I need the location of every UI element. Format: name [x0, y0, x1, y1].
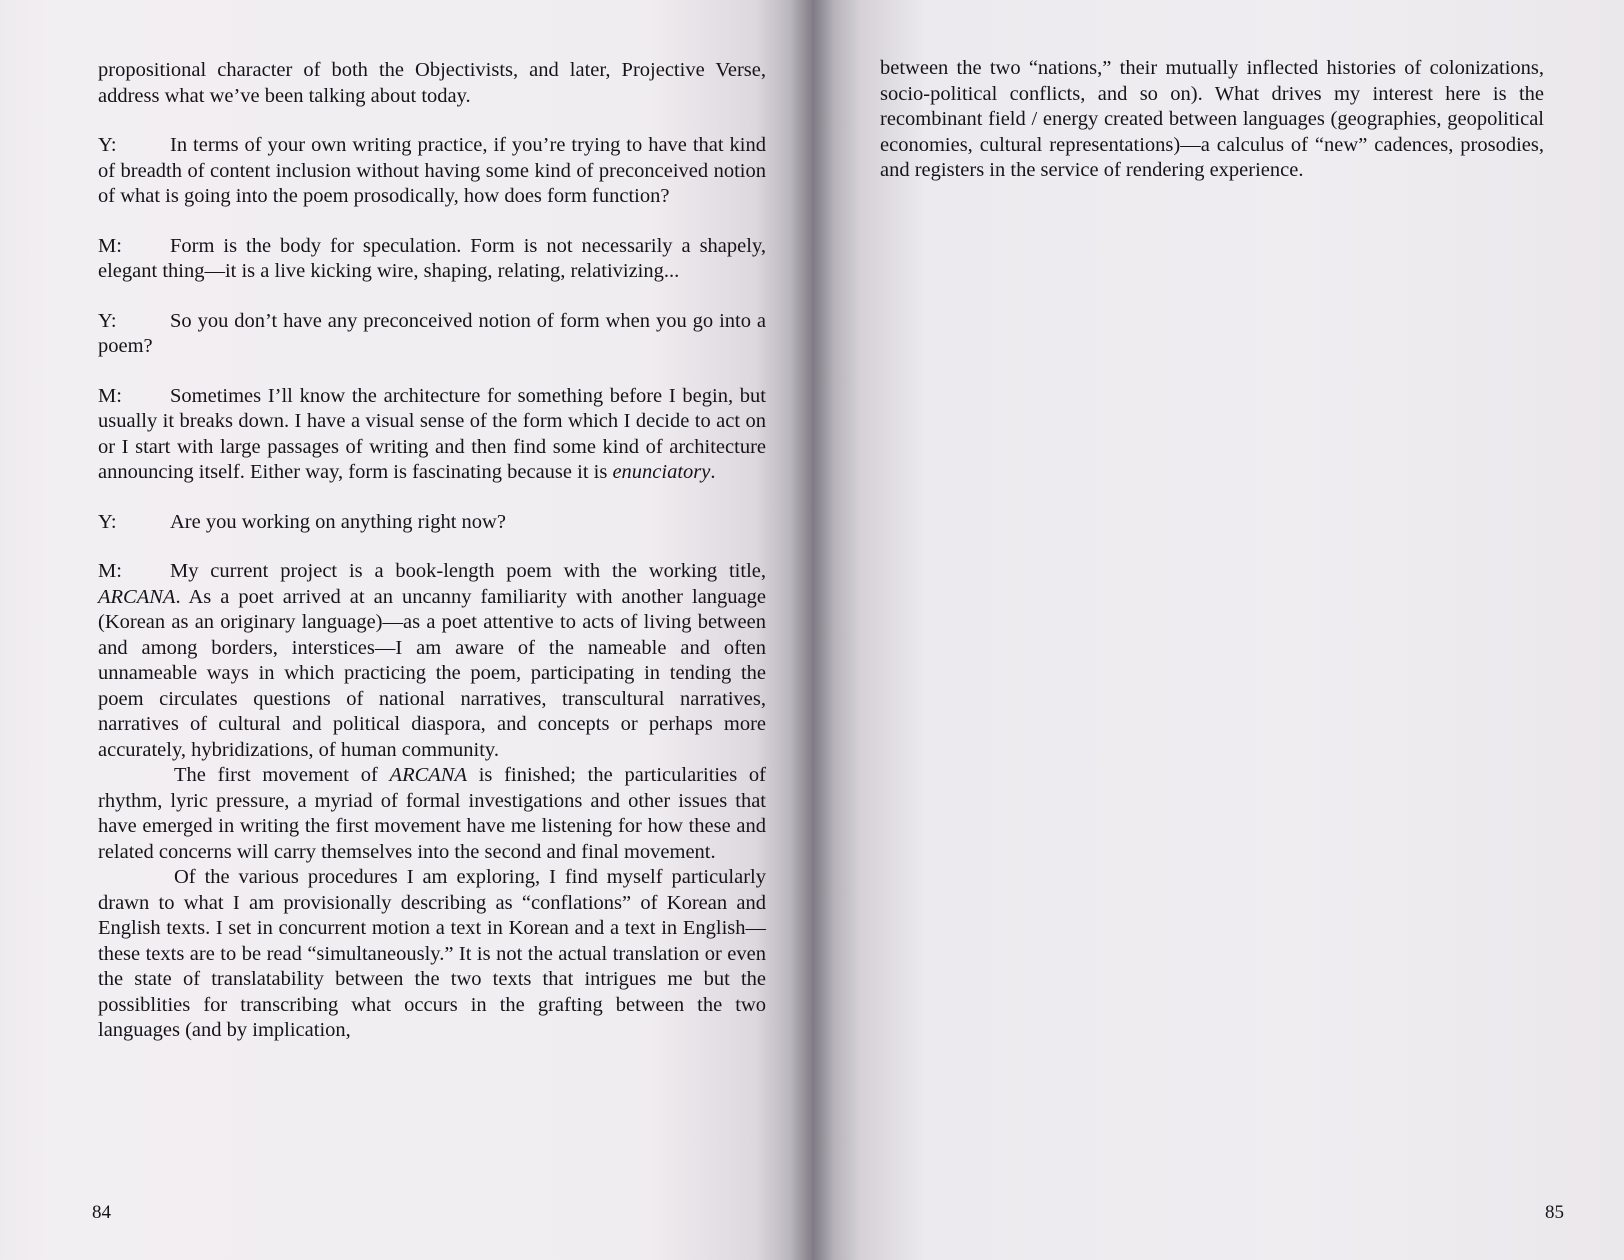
paragraph-text-end: .	[710, 461, 716, 483]
dialogue-paragraph	[98, 133, 766, 210]
page-number: 84	[92, 1202, 111, 1223]
speaker-label: Y:	[98, 134, 117, 156]
speaker-label: Y:	[98, 510, 117, 533]
paragraph-text: Form is the body for speculation. Form is not necessarily a shapely, elegant thing—it is a live kicking wire, shaping, relating, relativizing...	[98, 234, 766, 282]
paragraph-text-end: . As a poet arrived at an uncanny familiarity with another language (Korean as an originary language)—as a poet attentive to acts of living between and among borders, interstices—I am aware of the nameable and often unnameable ways in which practicing the poem, participating in tending the poem circulates questions of national narratives, transcultural narratives, narratives of cultural and political diaspora, and concepts or perhaps more accurately, hybridizations, of human community.	[98, 585, 766, 761]
paragraph-text: Are you working on anything right now?	[170, 510, 506, 533]
dialogue-paragraph	[98, 559, 766, 763]
paragraph-text: propositional character of both the Objectivists, and later, Projective Verse, address what we’ve been talking about today.	[98, 59, 766, 107]
paragraph-text: Of the various procedures I am exploring, I find myself particularly drawn to what I am provisionally describing as “conflations” of Korean and English texts. I set in concurrent motion a text in Korean and a text in English—these texts are to be read “simultaneously.” It is not the actual translation or even the state of translatability between the two texts that intrigues me but the possiblities for transcribing what occurs in the grafting between the two languages (and by implication,	[98, 866, 766, 1041]
emphasized-title: ARCANA	[389, 764, 467, 786]
paragraph-text: between the two “nations,” their mutually inflected histories of colonizations, socio-political conflicts, and so on). What drives my interest here is the recombinant field / energy created between languages (geographies, geopolitical economies, cultural representations)—a calculus of “new” cadences, prosodies, and registers in the service of rendering experience.	[880, 57, 1544, 181]
emphasized-title: ARCANA	[98, 585, 176, 608]
book-gutter	[790, 0, 834, 1260]
speaker-label: M:	[98, 384, 122, 407]
emphasized-word: enunciatory	[612, 461, 711, 483]
paragraph-text-end: is finished; the particularities of rhythm, lyric pressure, a myriad of formal investigations and other issues that have emerged in writing the first movement have me listening for how these and related concerns will carry themselves into the second and final movement.	[98, 764, 767, 863]
speaker-label: M:	[98, 560, 122, 582]
right-page-body	[880, 56, 1544, 184]
paragraph-continuation	[880, 56, 1544, 184]
paragraph-text: My current project is a book-length poem with the working title,	[170, 560, 766, 582]
page-number: 85	[1545, 1202, 1564, 1223]
indented-paragraph	[98, 865, 766, 1044]
speaker-label: Y:	[98, 309, 117, 332]
paragraph-text: The first movement of	[174, 764, 390, 786]
speaker-label: M:	[98, 234, 122, 257]
dialogue-paragraph	[98, 384, 766, 486]
dialogue-paragraph	[98, 309, 766, 360]
right-page	[812, 0, 1624, 1260]
dialogue-paragraph	[98, 234, 766, 285]
dialogue-paragraph	[98, 510, 766, 536]
paragraph-text: So you don’t have any preconceived notion of form when you go into a poem?	[98, 309, 766, 357]
paragraph-text: In terms of your own writing practice, if you’re trying to have that kind of breadth of content inclusion without having some kind of preconceived notion of what is going into the poem prosodically, how does form function?	[98, 134, 766, 207]
paragraph-continuation	[98, 58, 766, 109]
paragraph-text: Sometimes I’ll know the architecture for something before I begin, but usually it breaks down. I have a visual sense of the form which I decide to act on or I start with large passages of writing and then find some kind of architecture announcing itself. Either way, form is fascinating because it is	[98, 384, 766, 483]
left-page-body	[98, 58, 766, 1044]
indented-paragraph	[98, 763, 766, 865]
